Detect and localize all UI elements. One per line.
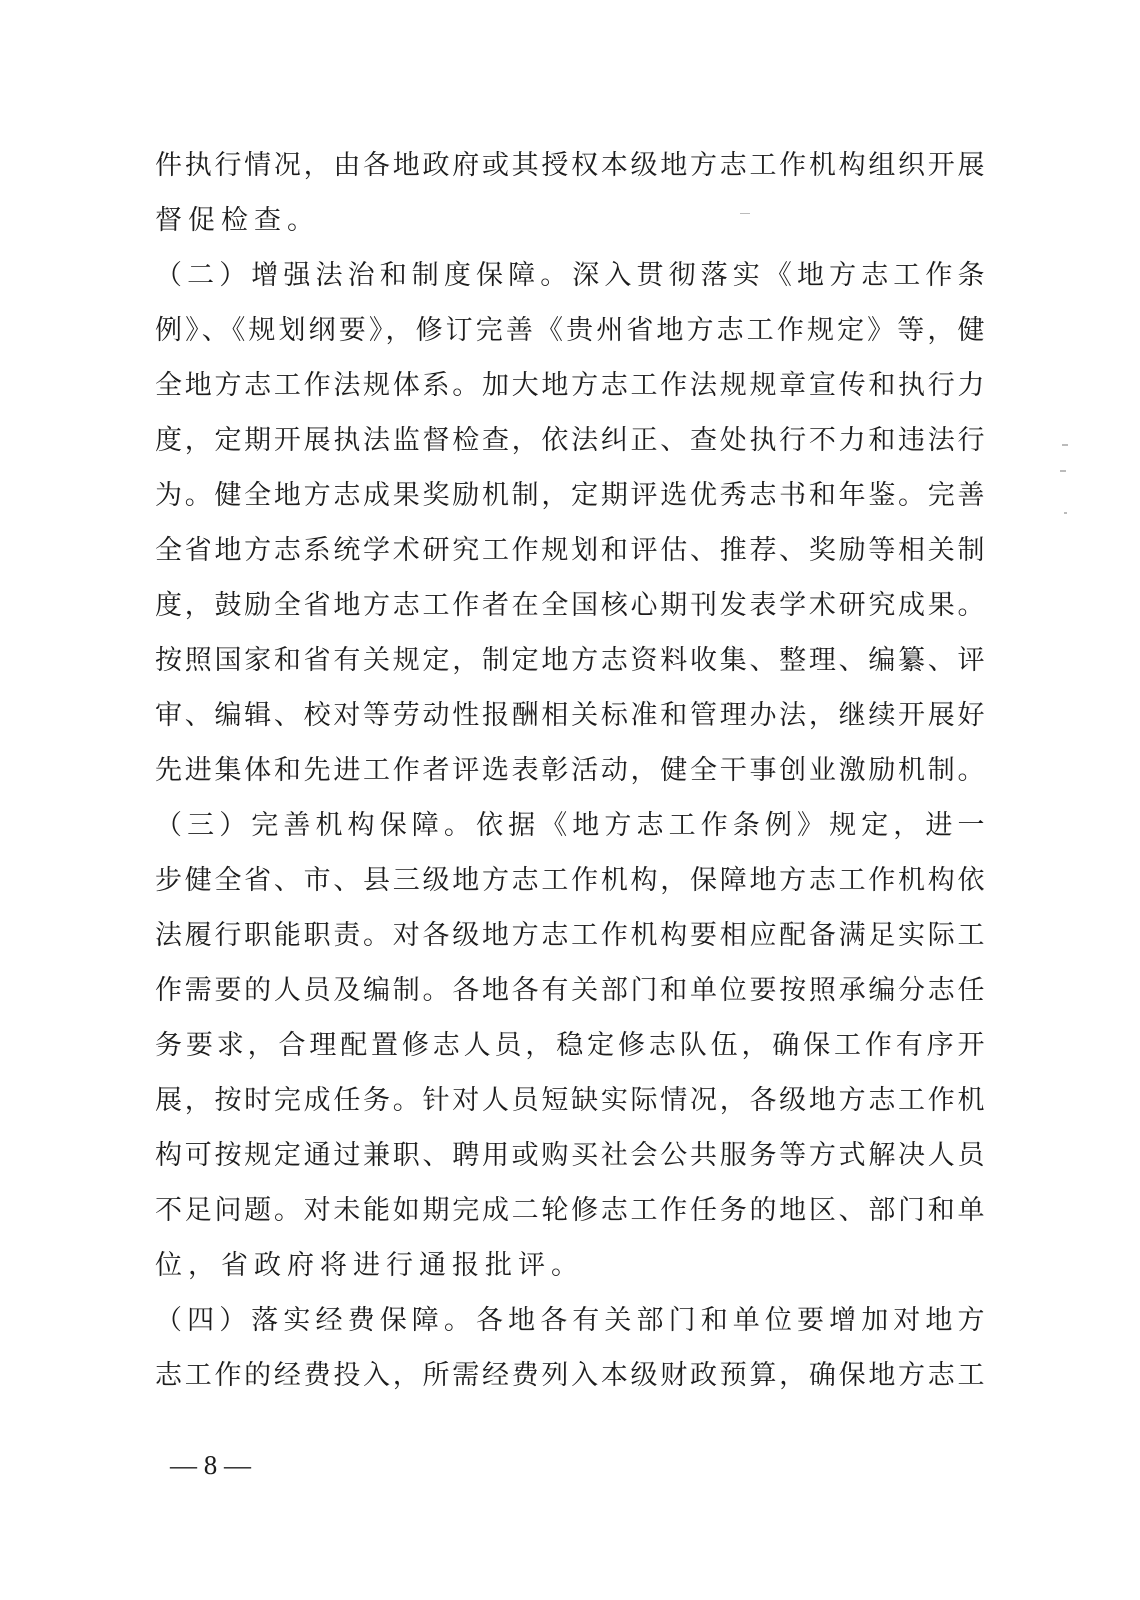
page-number: — 8 — bbox=[170, 1450, 251, 1480]
text-line: （四）落实经费保障。各地各有关部门和单位要增加对地方 bbox=[155, 1305, 985, 1336]
text-line: 例》、《规划纲要》，修订完善《贵州省地方志工作规定》等，健 bbox=[155, 315, 985, 346]
text-line: 度，定期开展执法监督检查，依法纠正、查处执行不力和违法行 bbox=[155, 425, 985, 456]
text-line: 作需要的人员及编制。各地各有关部门和单位要按照承编分志任 bbox=[155, 975, 985, 1006]
body-text bbox=[155, 138, 985, 1403]
text-line: （三）完善机构保障。依据《地方志工作条例》规定，进一 bbox=[155, 810, 985, 841]
text-line: 先进集体和先进工作者评选表彰活动，健全干事创业激励机制。 bbox=[155, 755, 985, 786]
text-line: 步健全省、市、县三级地方志工作机构，保障地方志工作机构依 bbox=[155, 865, 985, 896]
text-line: 件执行情况，由各地政府或其授权本级地方志工作机构组织开展 bbox=[155, 150, 985, 181]
text-line: 全地方志工作法规体系。加大地方志工作法规规章宣传和执行力 bbox=[155, 370, 985, 401]
text-line: 位，省政府将进行通报批评。 bbox=[155, 1250, 584, 1281]
scan-speck bbox=[1060, 470, 1066, 472]
text-line: 志工作的经费投入，所需经费列入本级财政预算，确保地方志工 bbox=[155, 1360, 985, 1391]
text-line: 不足问题。对未能如期完成二轮修志工作任务的地区、部门和单 bbox=[155, 1195, 985, 1226]
text-line: 务要求，合理配置修志人员，稳定修志队伍，确保工作有序开 bbox=[155, 1030, 985, 1061]
text-line: 法履行职能职责。对各级地方志工作机构要相应配备满足实际工 bbox=[155, 920, 985, 951]
text-line: 度，鼓励全省地方志工作者在全国核心期刊发表学术研究成果。 bbox=[155, 590, 985, 621]
text-line: （二）增强法治和制度保障。深入贯彻落实《地方志工作条 bbox=[155, 260, 985, 291]
text-line: 为。健全地方志成果奖励机制，定期评选优秀志书和年鉴。完善 bbox=[155, 480, 985, 511]
scan-speck bbox=[1062, 444, 1068, 446]
text-line: 展，按时完成任务。针对人员短缺实际情况，各级地方志工作机 bbox=[155, 1085, 985, 1116]
text-line: 全省地方志系统学术研究工作规划和评估、推荐、奖励等相关制 bbox=[155, 535, 985, 566]
text-line: 督促检查。 bbox=[155, 205, 320, 236]
scan-speck bbox=[740, 213, 750, 214]
text-line: 按照国家和省有关规定，制定地方志资料收集、整理、编纂、评 bbox=[155, 645, 985, 676]
text-line: 审、编辑、校对等劳动性报酬相关标准和管理办法，继续开展好 bbox=[155, 700, 985, 731]
text-line: 构可按规定通过兼职、聘用或购买社会公共服务等方式解决人员 bbox=[155, 1140, 985, 1171]
scan-speck bbox=[1064, 512, 1067, 514]
